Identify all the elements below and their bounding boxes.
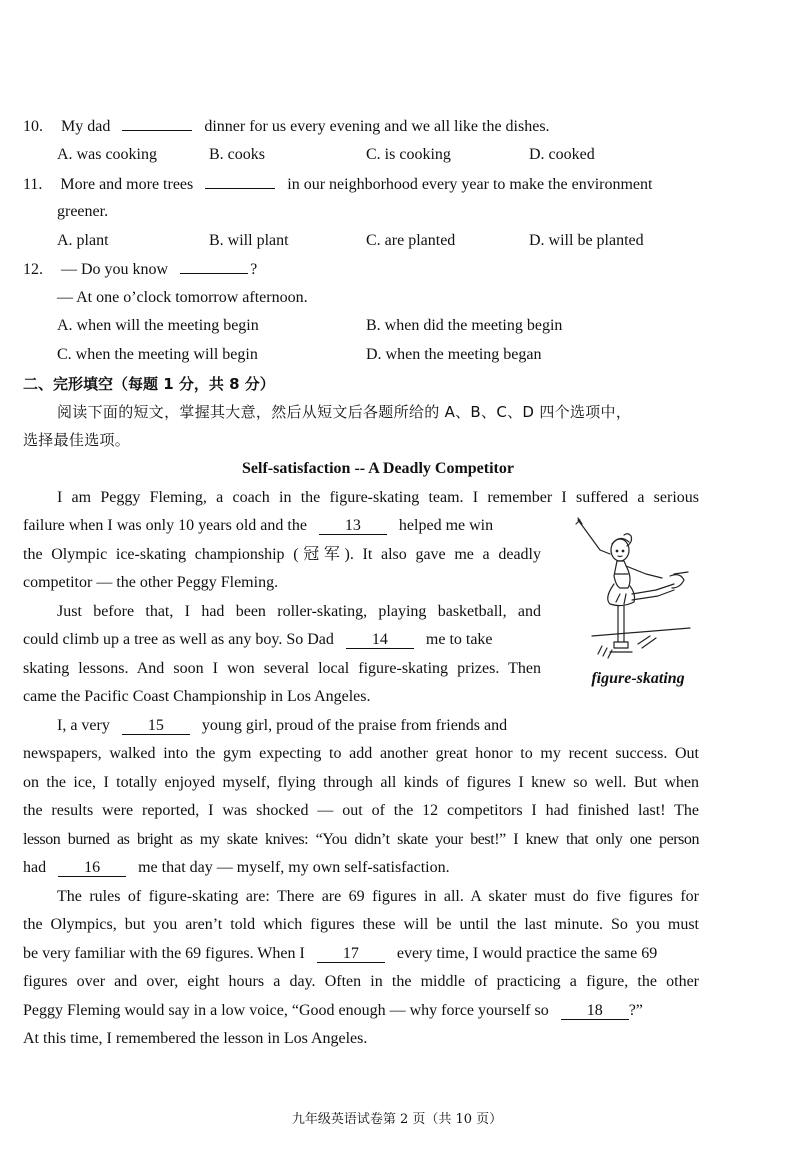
passage-line: the Olympic ice-skating championship (冠军). It also gave me a deadly	[23, 546, 541, 563]
question-stem: More and more trees	[60, 176, 194, 193]
question-stem: — Do you know	[61, 261, 169, 278]
figure-skater-illustration	[570, 514, 696, 664]
option-b[interactable]: B. will plant	[209, 232, 289, 249]
blank-13[interactable]: 13	[319, 518, 387, 535]
instruction-text: 选择最佳选项。	[23, 431, 131, 449]
passage-line: on the ice, I totally enjoyed myself, flying through all kinds of figures I knew so well. But when	[23, 774, 699, 791]
option-c[interactable]: C. when the meeting will begin	[57, 346, 258, 363]
option-a[interactable]: A. when will the meeting begin	[57, 317, 259, 334]
passage-title: Self-satisfaction -- A Deadly Competitor	[242, 460, 514, 477]
question-stem: My dad	[61, 118, 111, 135]
passage-line	[23, 516, 493, 536]
question-number: 11.	[23, 176, 43, 193]
question-stem-continued: greener.	[57, 203, 109, 220]
passage-text: every time, I would practice the same 69	[396, 945, 658, 962]
question-10	[23, 116, 550, 137]
passage-line: Just before that, I had been roller-skating, playing basketball, and	[57, 603, 541, 620]
answer-blank[interactable]	[122, 116, 192, 131]
option-d[interactable]: D. will be planted	[529, 232, 644, 249]
passage-line: lesson burned as bright as my skate knives: “You didn’t skate your best!” I knew that only one person	[23, 831, 699, 848]
option-d[interactable]: D. when the meeting began	[366, 346, 542, 363]
blank-17[interactable]: 17	[317, 946, 385, 963]
option-b[interactable]: B. when did the meeting begin	[366, 317, 563, 334]
passage-text: had	[23, 859, 47, 876]
passage-line: I am Peggy Fleming, a coach in the figure-skating team. I remember I suffered a serious	[57, 489, 699, 506]
option-d[interactable]: D. cooked	[529, 146, 595, 163]
passage-line: figures over and over, eight hours a day. Often in the middle of practicing a figure, the other	[23, 973, 699, 990]
passage-line	[23, 1001, 643, 1021]
page-footer: 九年级英语试卷第 2 页（共 10 页）	[291, 1112, 503, 1127]
question-stem: dinner for us every evening and we all like the dishes.	[204, 118, 550, 135]
option-b[interactable]: B. cooks	[209, 146, 265, 163]
passage-line	[23, 858, 450, 878]
passage-line: At this time, I remembered the lesson in Los Angeles.	[23, 1030, 368, 1047]
blank-14[interactable]: 14	[346, 632, 414, 649]
passage-line	[57, 716, 507, 736]
figure-caption: figure-skating	[591, 670, 685, 687]
passage-text: helped me win	[398, 517, 494, 534]
option-a[interactable]: A. plant	[57, 232, 109, 249]
answer-blank[interactable]	[205, 174, 275, 189]
passage-text: failure when I was only 10 years old and the	[23, 517, 307, 534]
option-c[interactable]: C. is cooking	[366, 146, 451, 163]
passage-line: came the Pacific Coast Championship in Los Angeles.	[23, 688, 371, 705]
passage-text: Peggy Fleming would say in a low voice, “Good enough — why force yourself so	[23, 1002, 549, 1019]
question-12	[23, 259, 257, 280]
passage-text: me that day — myself, my own self-satisfaction.	[138, 859, 450, 876]
question-number: 10.	[23, 118, 43, 135]
question-response: — At one o’clock tomorrow afternoon.	[57, 289, 308, 306]
question-11	[23, 174, 652, 195]
passage-text: I, a very	[57, 717, 110, 734]
answer-blank[interactable]	[180, 259, 248, 274]
passage-line: the results were reported, I was shocked — out of the 12 competitors I had finished last! The	[23, 802, 699, 819]
passage-text: be very familiar with the 69 figures. When I	[23, 945, 305, 962]
option-a[interactable]: A. was cooking	[57, 146, 157, 163]
question-stem: ?	[250, 261, 258, 278]
question-stem: in our neighborhood every year to make the environment	[287, 176, 653, 193]
option-c[interactable]: C. are planted	[366, 232, 456, 249]
passage-line: the Olympics, but you aren’t told which figures these will be until the last minute. So you must	[23, 916, 699, 933]
passage-line: skating lessons. And soon I won several local figure-skating prizes. Then	[23, 660, 541, 677]
section-heading: 二、完形填空（每题 1 分，共 8 分）	[23, 375, 275, 393]
passage-line	[23, 944, 657, 964]
blank-18[interactable]: 18	[561, 1003, 629, 1020]
blank-15[interactable]: 15	[122, 718, 190, 735]
passage-text: young girl, proud of the praise from friends and	[201, 717, 508, 734]
passage-text: could climb up a tree as well as any boy. So Dad	[23, 631, 334, 648]
passage-line: competitor — the other Peggy Fleming.	[23, 574, 279, 591]
question-number: 12.	[23, 261, 43, 278]
passage-line: newspapers, walked into the gym expecting to add another great honor to my recent success. Out	[23, 745, 699, 762]
passage-line	[23, 630, 493, 650]
passage-line: The rules of figure-skating are: There are 69 figures in all. A skater must do five figures for	[57, 888, 699, 905]
instruction-text: 阅读下面的短文，掌握其大意，然后从短文后各题所给的 A、B、C、D 四个选项中，	[57, 403, 632, 421]
passage-text: me to take	[425, 631, 493, 648]
blank-16[interactable]: 16	[58, 860, 126, 877]
passage-text: ?”	[628, 1002, 643, 1019]
